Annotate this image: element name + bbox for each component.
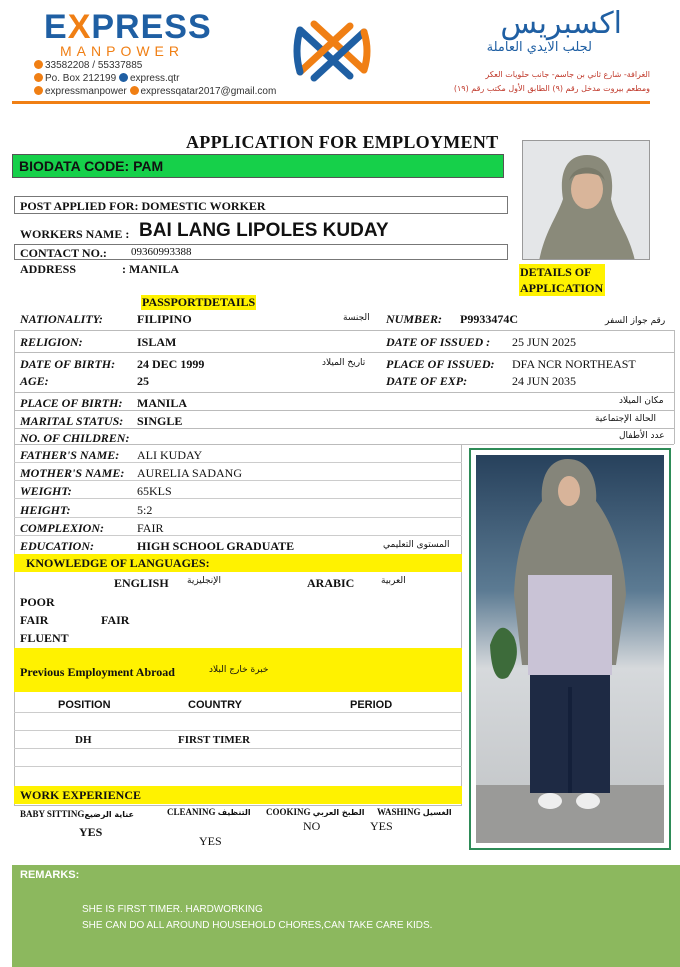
- col-period-header: PERIOD: [350, 699, 393, 711]
- contact-value: 09360993388: [131, 246, 192, 258]
- grid-line: [14, 352, 674, 353]
- fair-label: FAIR: [20, 613, 49, 627]
- mother-value: AURELIA SADANG: [137, 466, 242, 480]
- father-label: FATHER'S NAME:: [20, 448, 120, 462]
- fluent-label: FLUENT: [20, 631, 69, 645]
- age-label: AGE:: [20, 374, 49, 388]
- biodata-code-bar: BIODATA CODE: PAM: [12, 154, 504, 178]
- page-title: APPLICATION FOR EMPLOYMENT: [186, 132, 499, 152]
- grid-line: [674, 330, 675, 444]
- complexion-label: COMPLEXION:: [20, 521, 105, 535]
- children-label: NO. OF CHILDREN:: [20, 431, 130, 445]
- english-fair-value: FAIR: [101, 613, 130, 627]
- height-label: HEIGHT:: [20, 503, 71, 517]
- remarks-line-2: SHE CAN DO ALL AROUND HOUSEHOLD CHORES,CAN TAKE CARE KIDS.: [82, 920, 433, 931]
- pob-value: MANILA: [137, 396, 187, 410]
- header-social: expressmanpower expressqatar2017@gmail.com: [34, 86, 276, 97]
- washing-value: YES: [370, 819, 393, 833]
- grid-line: [14, 480, 462, 481]
- nationality-label: NATIONALITY:: [20, 312, 103, 326]
- remarks-heading: REMARKS:: [20, 869, 80, 881]
- marital-label: MARITAL STATUS:: [20, 414, 124, 428]
- date-issued-value: 25 JUN 2025: [512, 335, 577, 349]
- passport-number-arabic: رقم جواز السفر: [605, 316, 666, 326]
- brand-logo-text: EXPRESS: [44, 8, 212, 46]
- father-value: ALI KUDAY: [137, 448, 203, 462]
- cleaning-label: CLEANING التنظيف: [167, 807, 251, 817]
- mother-label: MOTHER'S NAME:: [20, 466, 125, 480]
- complexion-value: FAIR: [137, 521, 164, 535]
- workers-name-value: BAI LANG LIPOLES KUDAY: [139, 220, 389, 241]
- grid-line: [14, 330, 674, 331]
- prev-position-value: DH: [75, 734, 92, 746]
- address-label: ADDRESS: [20, 262, 77, 276]
- english-arabic: الإنجليزية: [187, 576, 221, 586]
- mailbox-icon: [34, 73, 43, 82]
- grid-line: [14, 392, 674, 393]
- instagram-icon: [34, 86, 43, 95]
- remarks-line-1: SHE IS FIRST TIMER. HARDWORKING: [82, 904, 263, 915]
- education-value: HIGH SCHOOL GRADUATE: [137, 539, 295, 553]
- dob-arabic: تاريخ الميلاد: [322, 358, 366, 368]
- education-label: EDUCATION:: [20, 539, 95, 553]
- pob-arabic: مكان الميلاد: [619, 396, 664, 406]
- marital-value: SINGLE: [137, 414, 183, 428]
- applicant-headshot-photo: [522, 140, 650, 260]
- grid-line: [14, 535, 462, 536]
- full-body-photo-frame: [469, 448, 671, 850]
- brand-subtitle: MANPOWER: [60, 43, 184, 59]
- grid-line: [14, 766, 462, 767]
- cooking-value: NO: [303, 819, 321, 833]
- col-country-header: COUNTRY: [188, 699, 242, 711]
- brand-arabic-name: اكسبريس: [500, 6, 622, 41]
- grid-line: [14, 498, 462, 499]
- header-divider: [12, 101, 650, 104]
- col-position-header: POSITION: [58, 699, 111, 711]
- date-issued-label: DATE OF ISSUED :: [386, 335, 491, 349]
- contact-label: CONTACT NO.:: [20, 246, 107, 260]
- prev-employment-arabic: خبرة خارج البلاد: [209, 665, 269, 675]
- grid-line: [14, 330, 15, 444]
- workers-name-label: WORKERS NAME :: [20, 227, 130, 241]
- grid-line: [14, 730, 462, 731]
- brand-arabic-subtitle: لجلب الايدي العاملة: [486, 40, 592, 55]
- arabic-arabic: العربية: [381, 576, 406, 586]
- religion-label: RELIGION:: [20, 335, 83, 349]
- work-experience-heading: WORK EXPERIENCE: [14, 786, 462, 804]
- baby-sitting-label: BABY SITTINGعناية الرضيع: [20, 809, 134, 819]
- grid-line: [14, 462, 462, 463]
- nationality-value: FILIPINO: [137, 312, 192, 326]
- passport-number-value: P9933474C: [460, 312, 518, 326]
- poor-label: POOR: [20, 595, 55, 609]
- prev-country-value: FIRST TIMER: [178, 734, 251, 746]
- email-icon: [130, 86, 139, 95]
- full-body-photo: [476, 455, 664, 843]
- washing-label: WASHING الغسيل: [377, 807, 452, 817]
- cooking-label: COOKING الطبخ العربي: [266, 807, 365, 817]
- date-expiry-value: 24 JUN 2035: [512, 374, 577, 388]
- weight-value: 65KLS: [137, 484, 172, 498]
- arabic-label: ARABIC: [307, 576, 355, 590]
- header-pobox: Po. Box 212199 express.qtr: [34, 73, 179, 84]
- address-value: : MANILA: [122, 262, 179, 276]
- grid-line: [14, 517, 462, 518]
- nationality-arabic: الجنسة: [343, 313, 370, 323]
- baby-sitting-value: YES: [79, 825, 103, 839]
- place-issued-value: DFA NCR NORTHEAST: [512, 357, 636, 371]
- children-arabic: عدد الأطفال: [619, 431, 665, 441]
- weight-label: WEIGHT:: [20, 484, 72, 498]
- languages-heading: KNOWLEDGE OF LANGUAGES:: [14, 554, 462, 572]
- phone-icon: [34, 60, 43, 69]
- details-of-application-label: DETAILS OF APPLICATION: [520, 265, 604, 295]
- cleaning-value: YES: [199, 834, 222, 848]
- grid-line: [14, 748, 462, 749]
- headshot-illustration: [523, 141, 650, 260]
- header-phones: 33582208 / 55337885: [34, 60, 142, 71]
- dob-value: 24 DEC 1999: [137, 357, 205, 371]
- height-value: 5:2: [137, 503, 153, 517]
- facebook-icon: [119, 73, 128, 82]
- place-issued-label: PLACE OF ISSUED:: [386, 357, 495, 371]
- education-arabic: المستوى التعليمي: [383, 540, 450, 550]
- dob-label: DATE OF BIRTH:: [20, 357, 116, 371]
- date-expiry-label: DATE OF EXP:: [386, 374, 468, 388]
- arabic-address-line-2: ومطعم بيروت مدخل رقم (٩) الطابق الأول مكتب رقم (١٩): [453, 84, 650, 93]
- marital-arabic: الحالة الإجتماعية: [595, 414, 656, 424]
- remarks-panel: [12, 865, 680, 967]
- post-applied-text: POST APPLIED FOR: DOMESTIC WORKER: [20, 199, 266, 213]
- english-label: ENGLISH: [114, 576, 169, 590]
- passport-details-heading: PASSPORTDETAILS: [142, 295, 256, 309]
- age-value: 25: [137, 374, 149, 388]
- arabic-address-line-1: الغرافة- شارع ثاني بن جاسم- جانب حلويات العكر: [485, 70, 650, 79]
- passport-number-label: NUMBER:: [386, 312, 443, 326]
- grid-line: [14, 712, 462, 713]
- religion-value: ISLAM: [137, 335, 177, 349]
- brand-knot-logo-icon: [290, 14, 374, 88]
- prev-employment-heading: Previous Employment Abroad: [20, 665, 175, 679]
- pob-label: PLACE OF BIRTH:: [20, 396, 123, 410]
